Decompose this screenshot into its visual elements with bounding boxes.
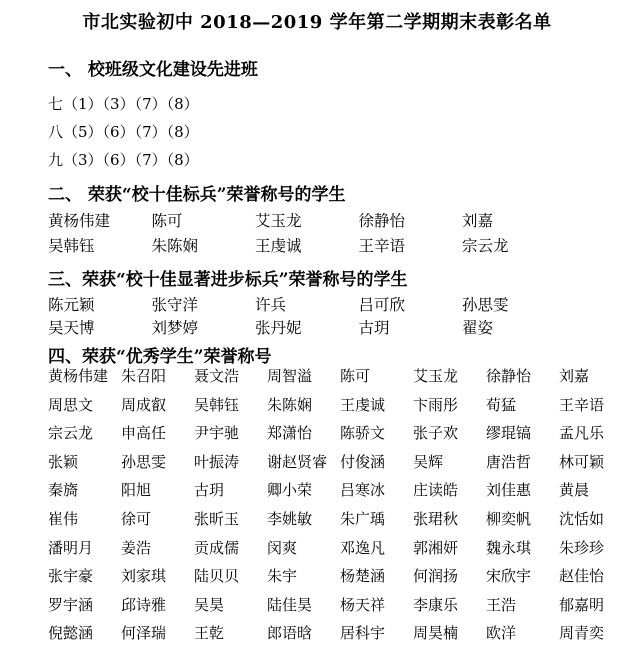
student-name: 庄读皓: [413, 481, 459, 500]
student-name: 朱陈娴: [267, 395, 313, 414]
student-name: 孙思雯: [121, 452, 167, 471]
student-name: 郭湘妍: [413, 538, 459, 557]
student-name: 宗云龙: [462, 237, 509, 255]
student-name: 徐静怡: [486, 367, 532, 385]
student-name: 居科宇: [340, 624, 386, 643]
student-name: 周成叡: [121, 395, 167, 414]
student-name: 吴韩钰: [194, 395, 240, 414]
student-name: 倪懿涵: [48, 624, 94, 643]
student-name: 黄杨伟建: [48, 212, 111, 230]
student-name: 陈可: [340, 367, 371, 385]
student-name: 朱召阳: [121, 367, 167, 385]
student-name: 孟凡乐: [559, 424, 605, 443]
student-name: 魏永琪: [486, 538, 532, 557]
student-name: 王辛语: [559, 395, 605, 414]
student-name: 孙思雯: [462, 296, 509, 314]
student-name: 张颖: [48, 452, 79, 471]
student-name: 徐可: [121, 509, 152, 528]
student-name: 张昕玉: [194, 509, 240, 528]
student-name: 闵爽: [267, 538, 298, 557]
student-name: 卿小荣: [267, 481, 313, 500]
student-name: 刘佳惠: [486, 481, 532, 500]
student-name: 柳奕帆: [486, 509, 532, 528]
student-name: 荀猛: [486, 395, 517, 414]
student-name: 王乾: [194, 624, 225, 643]
student-name: 沈恬如: [559, 509, 605, 528]
student-name: 付俊涵: [340, 452, 386, 471]
student-name: 朱陈娴: [151, 237, 199, 255]
student-name: 宗云龙: [48, 424, 94, 443]
student-name: 秦旖: [48, 481, 79, 500]
top-ten-progress-names: [48, 294, 566, 340]
student-name: 阳旭: [121, 481, 152, 500]
student-name: 姜浩: [121, 538, 152, 557]
student-name: 王虔诚: [255, 237, 302, 255]
student-name: 唐浩哲: [486, 452, 532, 471]
student-name: 何润扬: [413, 567, 459, 586]
student-name: 赵佳怡: [559, 567, 605, 586]
student-name: 陈骄文: [340, 424, 386, 443]
student-name: 李康乐: [413, 595, 459, 614]
student-name: 邱诗雅: [121, 595, 167, 614]
student-name: 张子欢: [413, 424, 459, 443]
student-name: 黄杨伟建: [48, 367, 109, 385]
student-name: 杨楚涵: [340, 567, 386, 586]
student-name: 古玥: [358, 319, 390, 337]
student-name: 张丹妮: [255, 319, 302, 337]
student-name: 林可颖: [559, 452, 605, 471]
student-name: 缪琨镐: [486, 424, 532, 443]
student-name: 陆贝贝: [194, 567, 240, 586]
student-name: 刘嘉: [559, 367, 590, 385]
student-name: 朱宇: [267, 567, 298, 586]
student-name: 吕寒冰: [340, 481, 386, 500]
student-name: 艾玉龙: [413, 367, 459, 385]
student-name: 申高任: [121, 424, 167, 443]
student-name: 艾玉龙: [255, 212, 302, 230]
student-name: 吴辉: [413, 452, 444, 471]
student-name: 张珺秋: [413, 509, 459, 528]
student-name: 吕可欣: [358, 296, 406, 314]
student-name: 朱珍珍: [559, 538, 605, 557]
student-name: 周思文: [48, 395, 94, 414]
student-name: 徐静怡: [358, 212, 406, 230]
student-name: 吴昊: [194, 595, 225, 614]
section-heading-top-ten-progress: 三、荣获“校十佳显著进步标兵”荣誉称号的学生: [48, 270, 408, 290]
student-name: 吴天博: [48, 319, 95, 337]
student-name: 贡成儒: [194, 538, 240, 557]
student-name: 张宇豪: [48, 567, 94, 586]
student-name: 陈可: [151, 212, 183, 230]
student-name: 张守洋: [151, 296, 199, 314]
section-heading-outstanding-students: 四、荣获“优秀学生”荣誉称号: [48, 347, 272, 367]
student-name: 王浩: [486, 595, 517, 614]
student-name: 黄晨: [559, 481, 590, 500]
page-title: 市北实验初中 2018—2019 学年第二学期期末表彰名单: [82, 12, 552, 33]
student-name: 王辛语: [358, 237, 406, 255]
student-name: 罗宇涵: [48, 595, 94, 614]
student-name: 翟姿: [462, 319, 494, 337]
student-name: 卞雨彤: [413, 395, 459, 414]
student-name: 刘嘉: [462, 212, 494, 230]
student-name: 古玥: [194, 481, 225, 500]
student-name: 谢赵贤睿: [267, 452, 328, 471]
student-name: 聂文浩: [194, 367, 240, 385]
student-name: 刘梦婷: [151, 319, 199, 337]
student-name: 郑潇怡: [267, 424, 313, 443]
student-name: 陈元颖: [48, 296, 95, 314]
top-ten-model-names: [48, 210, 566, 260]
student-name: 李姚敏: [267, 509, 313, 528]
student-name: 邓逸凡: [340, 538, 386, 557]
section-heading-advanced-classes: 一、 校班级文化建设先进班: [48, 60, 258, 80]
student-name: 宋欣宇: [486, 567, 532, 586]
student-name: 周智溢: [267, 367, 313, 385]
student-name: 朱广瑀: [340, 509, 386, 528]
student-name: 崔伟: [48, 509, 79, 528]
student-name: 吴韩钰: [48, 237, 95, 255]
student-name: 潘明月: [48, 538, 94, 557]
student-name: 陆佳昊: [267, 595, 313, 614]
student-name: 周昊楠: [413, 624, 459, 643]
student-name: 叶振涛: [194, 452, 240, 471]
section-heading-top-ten-model: 二、 荣获“校十佳标兵”荣誉称号的学生: [48, 185, 346, 205]
student-name: 周青奕: [559, 624, 605, 643]
student-name: 欧洋: [486, 624, 517, 643]
student-name: 何泽瑞: [121, 624, 167, 643]
student-name: 刘家琪: [121, 567, 167, 586]
student-name: 杨天祥: [340, 595, 386, 614]
class-list-grade-7: 七（1）（3）（7）（8）: [48, 95, 199, 113]
student-name: 许兵: [255, 296, 287, 314]
class-list-grade-8: 八（5）（6）（7）（8）: [48, 123, 199, 141]
student-name: 王虔诚: [340, 395, 386, 414]
student-name: 郁嘉明: [559, 595, 605, 614]
outstanding-students-names: [48, 365, 632, 651]
class-list-grade-9: 九（3）（6）（7）（8）: [48, 151, 199, 169]
student-name: 郎语晗: [267, 624, 313, 643]
student-name: 尹宇驰: [194, 424, 240, 443]
